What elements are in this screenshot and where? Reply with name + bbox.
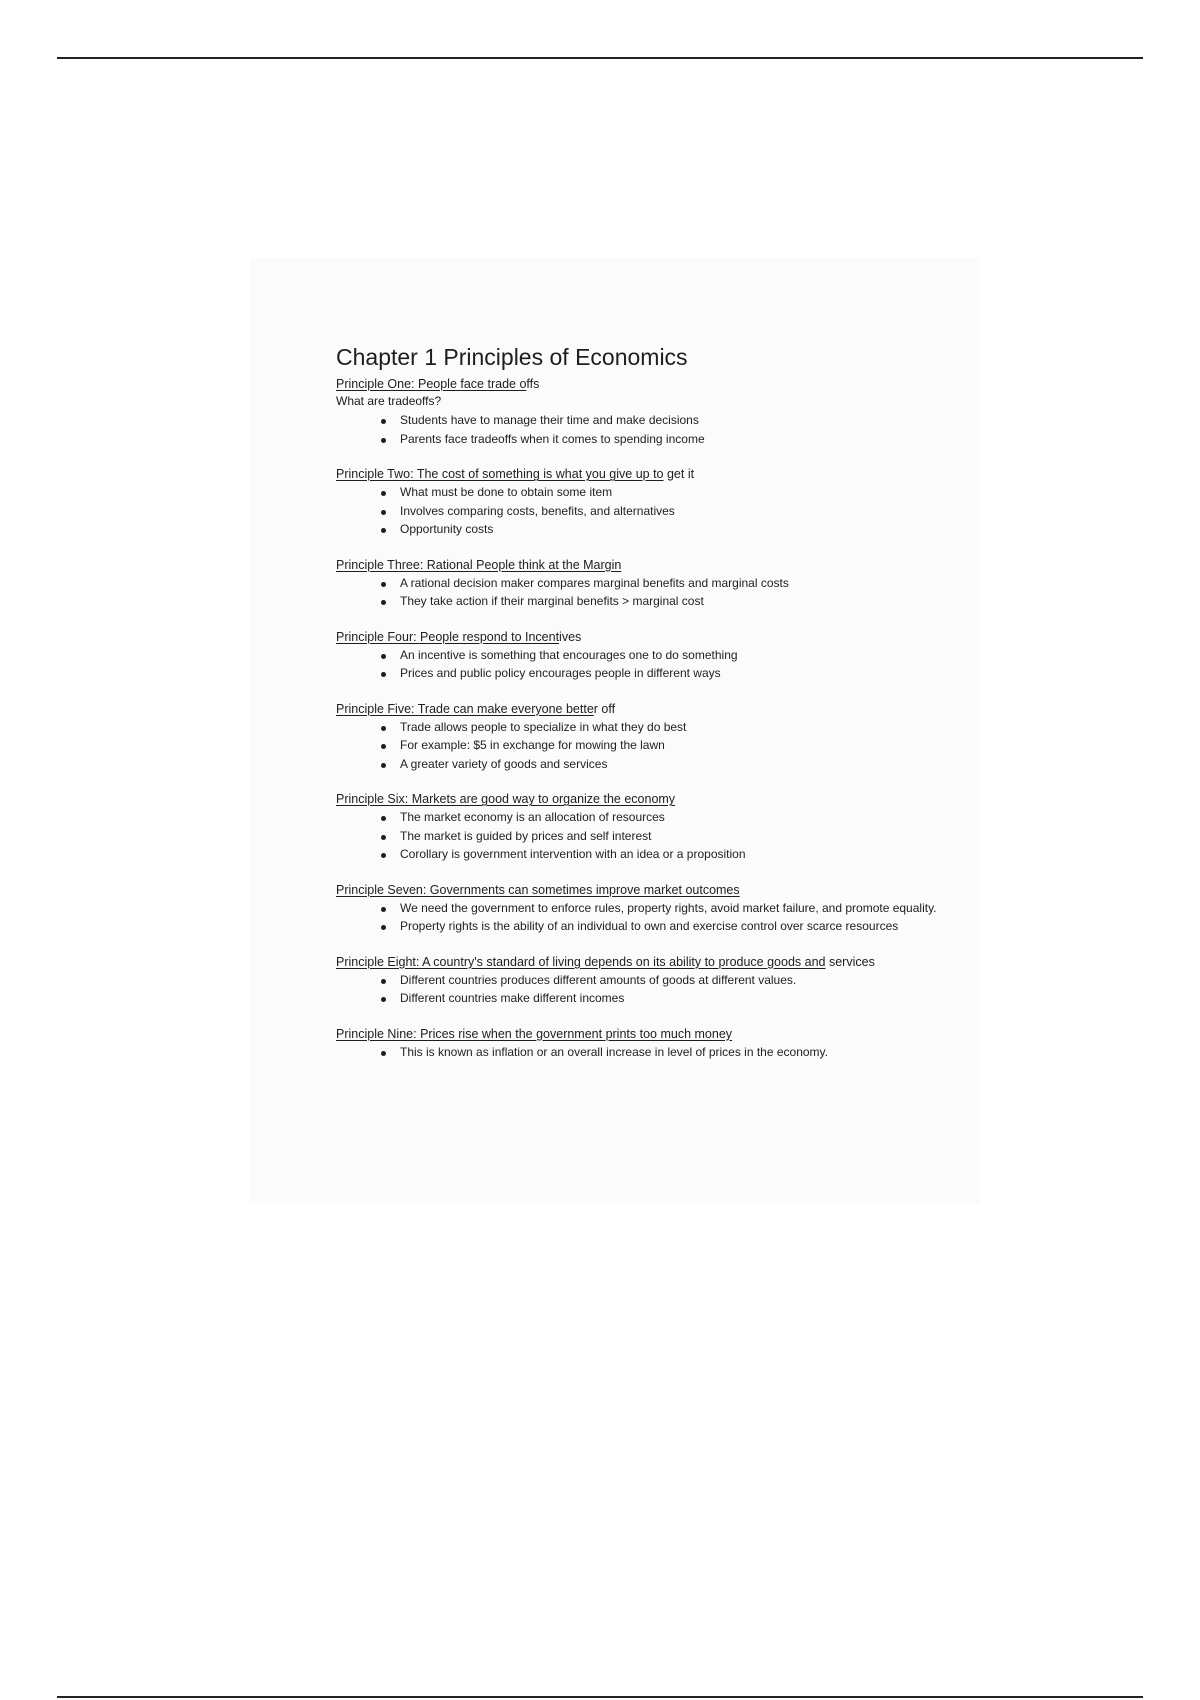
bullet-text: A greater variety of goods and services (400, 756, 608, 771)
bullet-dot-icon (381, 654, 386, 659)
principle-heading-underlined: Principle Seven: Governments can sometimes improve market outcomes (336, 882, 740, 897)
bullet-text: What must be done to obtain some item (400, 485, 613, 499)
bullet-text: They take action if their marginal benefits > marginal cost (400, 594, 704, 608)
bullet-item (400, 593, 956, 611)
bullet-item (400, 809, 956, 827)
bullet-list (336, 412, 956, 448)
bullet-text: This is known as inflation or an overall increase in level of prices in the economy. (400, 1044, 828, 1059)
principle-heading-underlined: Principle One: People face trade o (336, 377, 527, 391)
principle-heading-rest: ffs (526, 377, 540, 391)
bullet-dot-icon (381, 726, 386, 731)
bullet-dot-icon (381, 744, 386, 749)
principle-heading (336, 791, 956, 807)
bullet-item (400, 484, 956, 502)
bullet-text: Prices and public policy encourages people in different ways (400, 666, 721, 680)
bullet-text: Parents face tradeoffs when it comes to spending income (400, 431, 705, 446)
bullet-item (400, 990, 956, 1008)
bullet-dot-icon (381, 672, 386, 677)
principle-heading (336, 701, 956, 717)
principle-heading (336, 1026, 956, 1042)
bullet-dot-icon (381, 528, 386, 533)
principle-section (336, 701, 956, 774)
bullet-dot-icon (381, 907, 386, 912)
bullet-text: A rational decision maker compares marginal benefits and marginal costs (400, 575, 789, 590)
principle-heading-rest: r off (593, 701, 616, 716)
page-bottom-rule (57, 1696, 1143, 1698)
bullet-item (400, 918, 956, 936)
bullet-item (400, 756, 956, 774)
principle-heading-underlined: Principle Three: Rational People think at the Margin (336, 557, 622, 572)
principle-subline: What are tradeoffs? (336, 394, 442, 408)
bullet-item (400, 828, 956, 846)
principle-section (336, 376, 956, 448)
bullet-list (336, 484, 956, 539)
bullet-dot-icon (381, 853, 386, 858)
bullet-list (336, 900, 956, 936)
principle-section (336, 629, 956, 683)
bullet-dot-icon (381, 491, 386, 496)
bullet-list (336, 972, 956, 1008)
bullet-dot-icon (381, 438, 386, 443)
principle-heading (336, 557, 956, 573)
principle-heading (336, 882, 956, 898)
bullet-text: Property rights is the ability of an individual to own and exercise control over scarce resources (400, 919, 899, 933)
principle-section (336, 791, 956, 864)
bullet-text: Different countries produces different amounts of goods at different values. (400, 972, 797, 987)
bullet-dot-icon (381, 816, 386, 821)
bullet-text: We need the government to enforce rules, property rights, avoid market failure, and promote equality. (400, 900, 937, 915)
principle-heading-rest: services (825, 954, 875, 969)
principle-heading-underlined: Principle Four: People respond to Incent (336, 629, 560, 644)
bullet-item (400, 521, 956, 539)
bullet-dot-icon (381, 979, 386, 984)
bullet-dot-icon (381, 925, 386, 930)
bullet-dot-icon (381, 582, 386, 587)
bullet-text: The market is guided by prices and self interest (400, 828, 652, 843)
bullet-text: The market economy is an allocation of resources (400, 810, 665, 824)
bullet-item (400, 412, 956, 430)
bullet-item (400, 575, 956, 593)
bullet-text: Students have to manage their time and make decisions (400, 413, 699, 427)
principle-heading-underlined: Principle Five: Trade can make everyone bette (336, 701, 594, 716)
bullet-text: For example: $5 in exchange for mowing the lawn (400, 738, 665, 752)
bullet-text: Trade allows people to specialize in what they do best (400, 719, 687, 734)
bullet-list (336, 575, 956, 611)
principle-heading (336, 629, 956, 645)
bullet-text: Corollary is government intervention with an idea or a proposition (400, 847, 746, 861)
bullet-dot-icon (381, 997, 386, 1002)
principle-heading (336, 466, 956, 482)
bullet-text: Involves comparing costs, benefits, and alternatives (400, 503, 675, 518)
bullet-item (400, 431, 956, 449)
bullet-item (400, 719, 956, 737)
bullet-text: Opportunity costs (400, 522, 494, 536)
bullet-dot-icon (381, 600, 386, 605)
bullet-dot-icon (381, 1051, 386, 1056)
page-title: Chapter 1 Principles of Economics (336, 344, 688, 370)
principle-section (336, 954, 956, 1008)
bullet-item (400, 846, 956, 864)
bullet-list (336, 647, 956, 683)
principle-heading (336, 954, 956, 970)
bullet-list (336, 1044, 956, 1062)
bullet-dot-icon (381, 835, 386, 840)
bullet-list (336, 809, 956, 864)
principle-section (336, 882, 956, 936)
bullet-item (400, 972, 956, 990)
page-top-rule (57, 57, 1143, 59)
principle-section (336, 1026, 956, 1062)
principle-heading-rest: get it (663, 467, 695, 481)
bullet-text: An incentive is something that encourages one to do something (400, 647, 738, 662)
bullet-dot-icon (381, 419, 386, 424)
principle-heading-underlined: Principle Six: Markets are good way to organize the economy (336, 792, 676, 806)
bullet-list (336, 719, 956, 774)
principle-section (336, 557, 956, 611)
bullet-item (400, 503, 956, 521)
bullet-dot-icon (381, 763, 386, 768)
principle-heading (336, 376, 956, 392)
principle-heading-underlined: Principle Nine: Prices rise when the government prints too much money (336, 1026, 733, 1041)
bullet-item (400, 1044, 956, 1062)
principle-heading-underlined: Principle Two: The cost of something is what you give up to (336, 467, 664, 481)
document-body (336, 342, 956, 1079)
bullet-item (400, 665, 956, 683)
bullet-item (400, 647, 956, 665)
principle-section (336, 466, 956, 539)
principle-heading-rest: ives (559, 629, 582, 644)
bullet-text: Different countries make different incomes (400, 991, 625, 1005)
bullet-item (400, 900, 956, 918)
principle-heading-underlined: Principle Eight: A country's standard of living depends on its ability to produce goods and (336, 954, 826, 969)
bullet-item (400, 737, 956, 755)
bullet-dot-icon (381, 510, 386, 515)
